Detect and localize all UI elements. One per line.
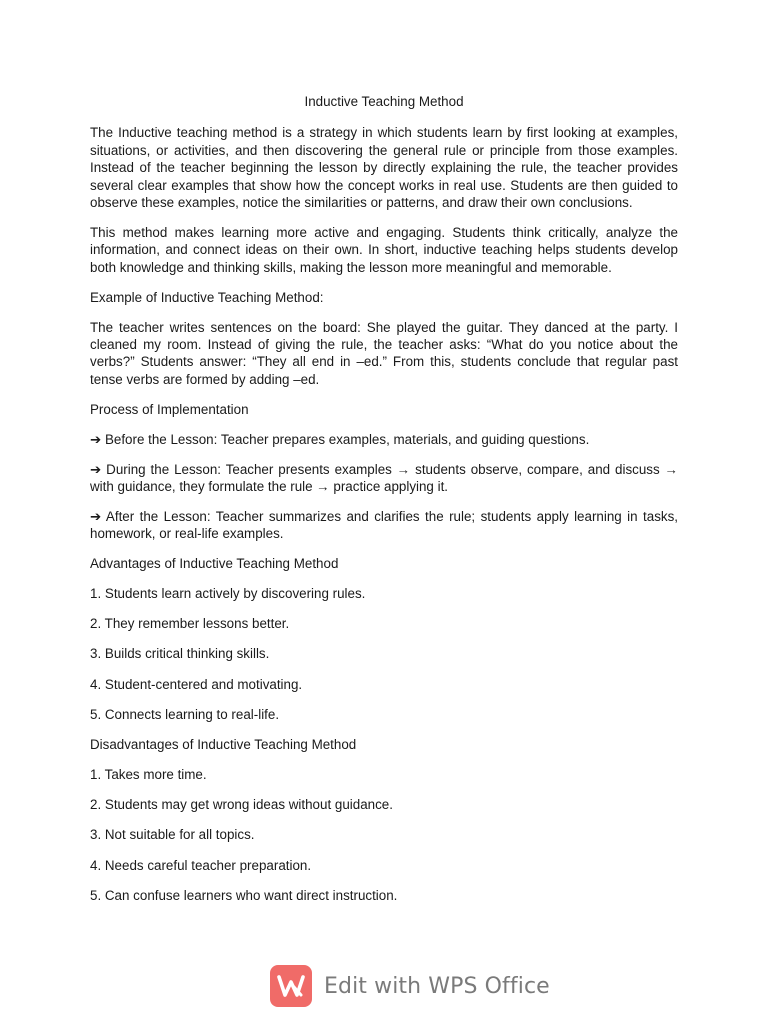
disadvantage-item: 1. Takes more time. (90, 766, 207, 782)
example-heading: Example of Inductive Teaching Method: (90, 289, 324, 305)
edit-with-wps-label: Edit with WPS Office (324, 973, 550, 999)
document-body (90, 93, 678, 917)
intro-paragraph-2: This method makes learning more active and engaging. Students think critically, analyze the information, and connect ideas on their own. In short, inductive teaching helps students develop both knowledge and thinking skills, making the lesson more meaningful and memorable. (90, 224, 678, 275)
advantage-item: 4. Student-centered and motivating. (90, 676, 303, 692)
disadvantage-item: 4. Needs careful teacher preparation. (90, 857, 312, 873)
disadvantage-item: 3. Not suitable for all topics. (90, 827, 255, 843)
advantage-item: 5. Connects learning to real-life. (90, 706, 280, 722)
advantage-item: 3. Builds critical thinking skills. (90, 646, 270, 662)
edit-with-wps-button[interactable] (270, 963, 550, 1009)
process-step-before (90, 431, 678, 448)
disadvantage-item: 2. Students may get wrong ideas without guidance. (90, 797, 393, 813)
process-step-label: ➔ Before the Lesson: (90, 431, 218, 447)
advantages-heading: Advantages of Inductive Teaching Method (90, 556, 339, 572)
intro-paragraph-1: The Inductive teaching method is a strategy in which students learn by first looking at examples, situations, or activities, and then discovering the general rule or principle from those examples. Instead of the teacher beginning the lesson by directly explaining the rule, the teacher provides several clear examples that show how the concept works in real use. Students are then guided to observe these examples, notice the similarities or patterns, and draw their own conclusions. (90, 125, 678, 211)
process-step-during (90, 461, 678, 496)
document-title: Inductive Teaching Method (304, 94, 464, 109)
process-step-text: Teacher summarizes and clarifies the rule; students apply learning in tasks, homework, or real-life examples. (90, 508, 678, 542)
disadvantages-heading: Disadvantages of Inductive Teaching Method (90, 737, 357, 753)
wps-logo-icon (270, 965, 312, 1007)
process-step-after (90, 508, 678, 543)
advantage-item: 2. They remember lessons better. (90, 616, 290, 632)
advantage-item: 1. Students learn actively by discovering rules. (90, 586, 366, 602)
process-step-text: Teacher presents examples → students observe, compare, and discuss → with guidance, they formulate the rule → practice applying it. (90, 461, 679, 494)
process-step-text: Teacher prepares examples, materials, and guiding questions. (217, 431, 590, 447)
example-paragraph: The teacher writes sentences on the board: She played the guitar. They danced at the party. I cleaned my room. Instead of giving the rule, the teacher asks: “What do you notice about the verbs?” Students answer: “They all end in –ed.” From this, students conclude that regular past tense verbs are formed by adding –ed. (90, 319, 678, 387)
disadvantage-item: 5. Can confuse learners who want direct instruction. (90, 887, 398, 903)
process-step-label: ➔ After the Lesson: (90, 508, 211, 524)
process-step-label: ➔ During the Lesson: (90, 461, 221, 477)
process-heading: Process of Implementation (90, 401, 249, 417)
